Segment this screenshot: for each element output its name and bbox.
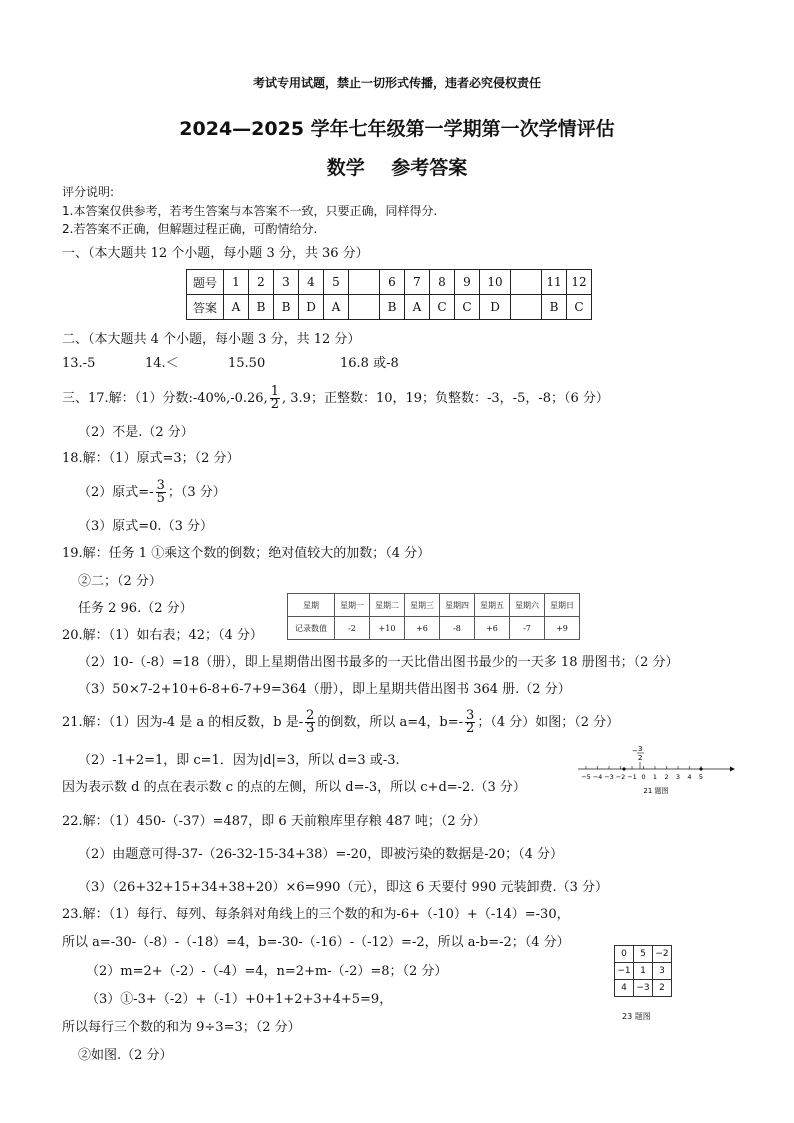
answer-table-answer-row (187, 295, 592, 320)
q19-line3: 任务 2 96.（2 分） (78, 601, 193, 616)
axis-arrow (730, 767, 735, 772)
q23-magic-square (614, 945, 672, 997)
grid-cell: 5 (634, 946, 653, 963)
answer-table-number-row (187, 270, 592, 295)
q17-part1-rest: , 3.9；正整数：10，19；负整数：-3，-5，-8；（6 分） (282, 391, 609, 406)
table-cell: +10 (370, 617, 405, 640)
grid-cell: 3 (653, 963, 672, 980)
row-label-answer: 答案 (187, 295, 224, 320)
q18-part2 (78, 478, 226, 508)
q22-line2: （2）由题意可得-37-（26-32-15-34+38）=-20，即被污染的数据是-20；（4 分） (78, 847, 564, 862)
question-number: 9 (455, 270, 480, 295)
axis-tick-label: 5 (698, 773, 704, 781)
q22-line1: 22.解：（1）450-（-37）=487，即 6 天前粮库里存粮 487 吨；（2 分） (62, 814, 486, 829)
answer-13: 13.-5 (62, 356, 96, 371)
grid-row (615, 980, 672, 997)
table-cell: -8 (440, 617, 475, 640)
fraction-numerator: 1 (270, 384, 279, 399)
grid-cell: −3 (634, 980, 653, 997)
q17-part2: （2）不是.（2 分） (78, 425, 194, 440)
q17-part1 (62, 384, 609, 414)
table-cell: -2 (335, 617, 370, 640)
table-header-cell: 星期一 (335, 594, 370, 617)
grid-cell: 1 (634, 963, 653, 980)
fig-label-denominator: 2 (638, 754, 643, 762)
axis-tick-label: −5 (581, 773, 591, 781)
table-gap-cell (349, 295, 380, 320)
q19-line1: 19.解：任务 1 ①乘这个数的倒数；绝对值较大的加数；（4 分） (62, 546, 431, 561)
table-cell: -7 (510, 617, 545, 640)
fraction-denominator: 2 (270, 397, 279, 412)
answer-14: 14.＜ (145, 356, 179, 371)
fraction-denominator: 5 (156, 491, 165, 506)
answer-16: 16.8 或-8 (340, 356, 399, 371)
answer-table (186, 269, 592, 320)
table-header-cell: 星期五 (475, 594, 510, 617)
table-cell: 记录数值 (288, 617, 335, 640)
grid-row (615, 963, 672, 980)
fig-label-numerator: 3 (638, 745, 643, 753)
fraction-numerator: 2 (306, 708, 315, 723)
q18-part1: 18.解：（1）原式=3；（2 分） (62, 451, 240, 466)
answer-choice: B (249, 295, 274, 320)
q21-line3: 因为表示数 d 的点在表示数 c 的点的左侧，所以 d=-3，所以 c+d=-2.（3 分） (62, 780, 526, 795)
axis-tick-label: 2 (664, 773, 669, 781)
fraction-numerator: 3 (156, 478, 165, 493)
question-number: 2 (249, 270, 274, 295)
question-number: 4 (299, 270, 324, 295)
grading-rule-2: 2.若答案不正确，但解题过程正确，可酌情给分. (62, 222, 318, 236)
table-cell: +6 (475, 617, 510, 640)
answer-choice: D (299, 295, 324, 320)
table-header-cell: 星期三 (405, 594, 440, 617)
q20-table-value-row (288, 617, 580, 640)
table-header-cell: 星期 (288, 594, 335, 617)
q22-line3: （3）（26+32+15+34+38+20）×6=990（元），即这 6 天要付 990 元装卸费.（3 分） (78, 880, 609, 895)
answer-choice: C (567, 295, 592, 320)
fraction-denominator: 2 (466, 721, 475, 736)
table-header-cell: 星期六 (510, 594, 545, 617)
figure-caption: 21 题图 (643, 787, 669, 795)
grid-cell: −1 (615, 963, 634, 980)
q23-line1: 23.解：（1）每行、每列、每条斜对角线上的三个数的和为-6+（-10）+（-14）=-30， (62, 907, 570, 922)
fig-label-minus: − (632, 747, 638, 755)
q21-number-line-figure (574, 742, 738, 798)
q20-line1: 20.解：（1）如右表；42；（4 分） (62, 628, 263, 643)
q20-record-table (287, 593, 580, 640)
q18-part2-rest: ；（3 分） (167, 485, 226, 500)
grading-heading: 评分说明: (62, 185, 115, 199)
q21-line2: （2）-1+2=1，即 c=1．因为|d|=3，所以 d=3 或-3. (78, 753, 400, 768)
table-cell: +6 (405, 617, 440, 640)
q21-line1-text: 21.解：（1）因为-4 是 a 的相反数，b 是- (62, 715, 304, 730)
q20-line3: （3）50×7-2+10+6-8+6-7+9=364（册），即上星期共借出图书 364 册.（2 分） (78, 682, 571, 697)
fraction-denominator: 3 (306, 721, 315, 736)
grid-row (615, 946, 672, 963)
axis-tick-label: −1 (627, 773, 637, 781)
page-title: 2024—2025 学年七年级第一学期第一次学情评估 (179, 118, 615, 140)
axis-tick-label: 1 (652, 773, 658, 781)
q21-line1-rest: ；（4 分）如图；（2 分） (477, 715, 620, 730)
question-number: 5 (324, 270, 349, 295)
q17-part1-text: 三、17.解：（1）分数:-40%,-0.26, (62, 391, 268, 406)
answer-choice: B (274, 295, 299, 320)
q23-line3: （2）m=2+（-2）-（-4）=4，n=2+m-（-2）=8；（2 分） (86, 964, 448, 979)
section2-heading: 二、（本大题共 4 个小题，每小题 3 分，共 12 分） (62, 332, 361, 347)
answer-choice: A (405, 295, 430, 320)
table-gap-cell (511, 270, 542, 295)
q21-line1 (62, 708, 619, 738)
table-header-cell: 星期日 (545, 594, 580, 617)
grid-cell: 2 (653, 980, 672, 997)
answer-choice: A (224, 295, 249, 320)
q18-part2-text: （2）原式=- (78, 485, 154, 500)
q20-table-header-row (288, 594, 580, 617)
grid-cell: 0 (615, 946, 634, 963)
grid-cell: −2 (653, 946, 672, 963)
table-gap-cell (349, 270, 380, 295)
axis-tick-label: −3 (604, 773, 614, 781)
table-gap-cell (511, 295, 542, 320)
q20-line2: （2）10-（-8）=18（册），即上星期借出图书最多的一天比借出图书最少的一天多 18 册图书；（2 分） (78, 655, 679, 670)
grid-cell: 4 (615, 980, 634, 997)
axis-tick-label: 0 (641, 773, 646, 781)
axis-ticks (581, 766, 703, 781)
q23-line4: （3）①-3+（-2）+（-1）+0+1+2+3+4+5=9， (86, 992, 393, 1007)
question-number: 8 (430, 270, 455, 295)
question-number: 10 (480, 270, 511, 295)
axis-tick-label: −4 (592, 773, 603, 781)
fraction (305, 710, 315, 735)
axis-tick-label: −2 (615, 773, 626, 781)
answer-choice: A (324, 295, 349, 320)
grading-rule-1: 1.本答案仅供参考，若考生答案与本答案不一致，只要正确，同样得分. (62, 204, 438, 218)
question-number: 11 (542, 270, 567, 295)
answer-choice: C (455, 295, 480, 320)
point-marker (699, 767, 702, 770)
question-number: 1 (224, 270, 249, 295)
question-number: 3 (274, 270, 299, 295)
table-cell: +9 (545, 617, 580, 640)
q18-part3: （3）原式=0.（3 分） (78, 519, 213, 534)
table-header-cell: 星期四 (440, 594, 475, 617)
fraction (156, 480, 166, 505)
q23-line6: ②如图.（2 分） (78, 1048, 173, 1063)
answer-choice: B (380, 295, 405, 320)
q21-line1-mid: 的倒数，所以 a=4，b=- (317, 715, 464, 730)
axis-tick-label: 4 (687, 773, 692, 781)
row-label-number: 题号 (187, 270, 224, 295)
question-number: 12 (567, 270, 592, 295)
q23-figure-caption: 23 题图 (622, 1012, 651, 1021)
table-header-cell: 星期二 (370, 594, 405, 617)
fraction-numerator: 3 (466, 708, 475, 723)
answer-choice: C (430, 295, 455, 320)
axis-tick-label: 3 (675, 773, 681, 781)
fraction (465, 710, 475, 735)
fraction (270, 386, 280, 411)
question-number: 7 (405, 270, 430, 295)
page-subtitle: 数学 参考答案 (326, 157, 468, 179)
q19-line2: ②二；（2 分） (78, 574, 162, 589)
exam-notice: 考试专用试题，禁止一切形式传播，违者必究侵权责任 (252, 76, 541, 90)
q23-line5: 所以每行三个数的和为 9÷3=3；（2 分） (62, 1020, 301, 1035)
answer-choice: D (480, 295, 511, 320)
point-marker (622, 767, 625, 770)
section1-heading: 一、（本大题共 12 个小题，每小题 3 分，共 36 分） (62, 246, 369, 261)
answer-15: 15.50 (228, 356, 266, 371)
answer-choice: B (542, 295, 567, 320)
q23-line2: 所以 a=-30-（-8）-（-18）=4，b=-30-（-16）-（-12）=-2，所以 a-b=-2；（4 分） (62, 935, 570, 950)
question-number: 6 (380, 270, 405, 295)
